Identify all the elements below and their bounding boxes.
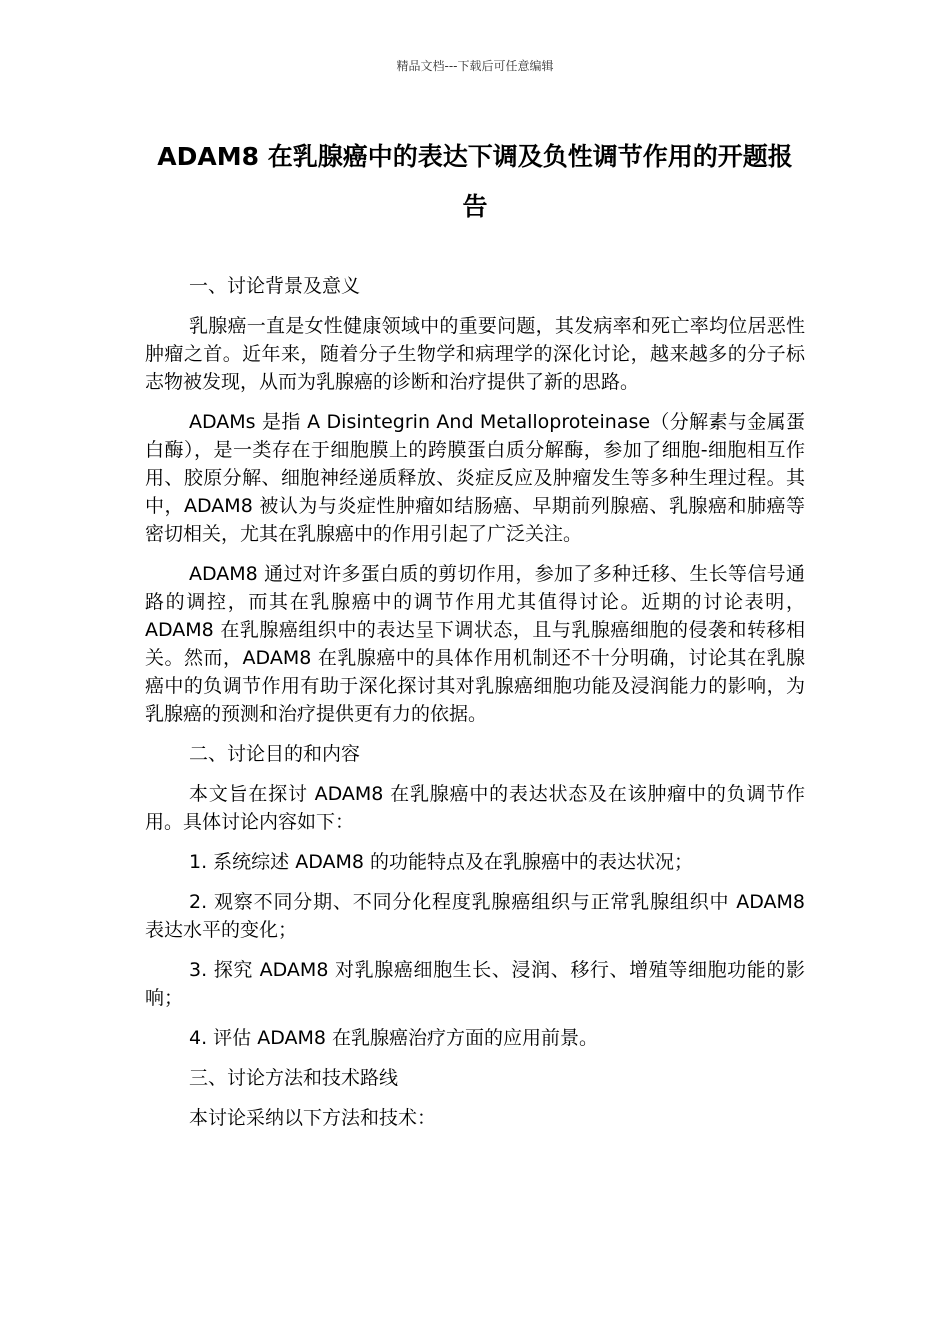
section-heading-methods: 三、讨论方法和技术路线 bbox=[189, 1067, 399, 1089]
paragraph: ADAM8 通过对许多蛋白质的剪切作用，参加了多种迁移、生长等信号通路的调控，而其在乳腺癌中的调节作用尤其值得讨论。近期的讨论表明，ADAM8 在乳腺癌组织中的表达呈下调状态，且与乳腺癌细胞的侵袭和转移相关。然而，ADAM8 在乳腺癌中的具体作用机制还不十分明确，讨论其在乳腺癌中的负调节作用有助于深化探讨其对乳腺癌细胞功能及浸润能力的影响，为乳腺癌的预测和治疗提供更有力的依据。 bbox=[145, 563, 805, 725]
page-header: 精品文档---下载后可任意编辑 bbox=[396, 59, 554, 73]
section-heading-objectives: 二、讨论目的和内容 bbox=[189, 743, 361, 765]
list-item: 4. 评估 ADAM8 在乳腺癌治疗方面的应用前景。 bbox=[189, 1027, 599, 1049]
list-item: 1. 系统综述 ADAM8 的功能特点及在乳腺癌中的表达状况； bbox=[189, 851, 694, 873]
document-title: ADAM8 在乳腺癌中的表达下调及负性调节作用的开题报告 bbox=[157, 142, 793, 221]
paragraph: 本讨论采纳以下方法和技术： bbox=[189, 1107, 437, 1129]
paragraph: 本文旨在探讨 ADAM8 在乳腺癌中的表达状态及在该肿瘤中的负调节作用。具体讨论内容如下： bbox=[145, 783, 805, 833]
document-body bbox=[145, 272, 805, 1144]
paragraph: 乳腺癌一直是女性健康领域中的重要问题，其发病率和死亡率均位居恶性肿瘤之首。近年来，随着分子生物学和病理学的深化讨论，越来越多的分子标志物被发现，从而为乳腺癌的诊断和治疗提供了新的思路。 bbox=[145, 315, 805, 393]
paragraph: ADAMs 是指 A Disintegrin And Metalloproteinase（分解素与金属蛋白酶），是一类存在于细胞膜上的跨膜蛋白质分解酶，参加了细胞-细胞相互作用、胶原分解、细胞神经递质释放、炎症反应及肿瘤发生等多种生理过程。其中，ADAM8 被认为与炎症性肿瘤如结肠癌、早期前列腺癌、乳腺癌和肺癌等密切相关，尤其在乳腺癌中的作用引起了广泛关注。 bbox=[145, 411, 805, 545]
list-item: 3. 探究 ADAM8 对乳腺癌细胞生长、浸润、移行、增殖等细胞功能的影响； bbox=[145, 959, 805, 1009]
section-heading-background: 一、讨论背景及意义 bbox=[189, 275, 361, 297]
list-item: 2. 观察不同分期、不同分化程度乳腺癌组织与正常乳腺组织中 ADAM8 表达水平的变化； bbox=[145, 891, 805, 941]
